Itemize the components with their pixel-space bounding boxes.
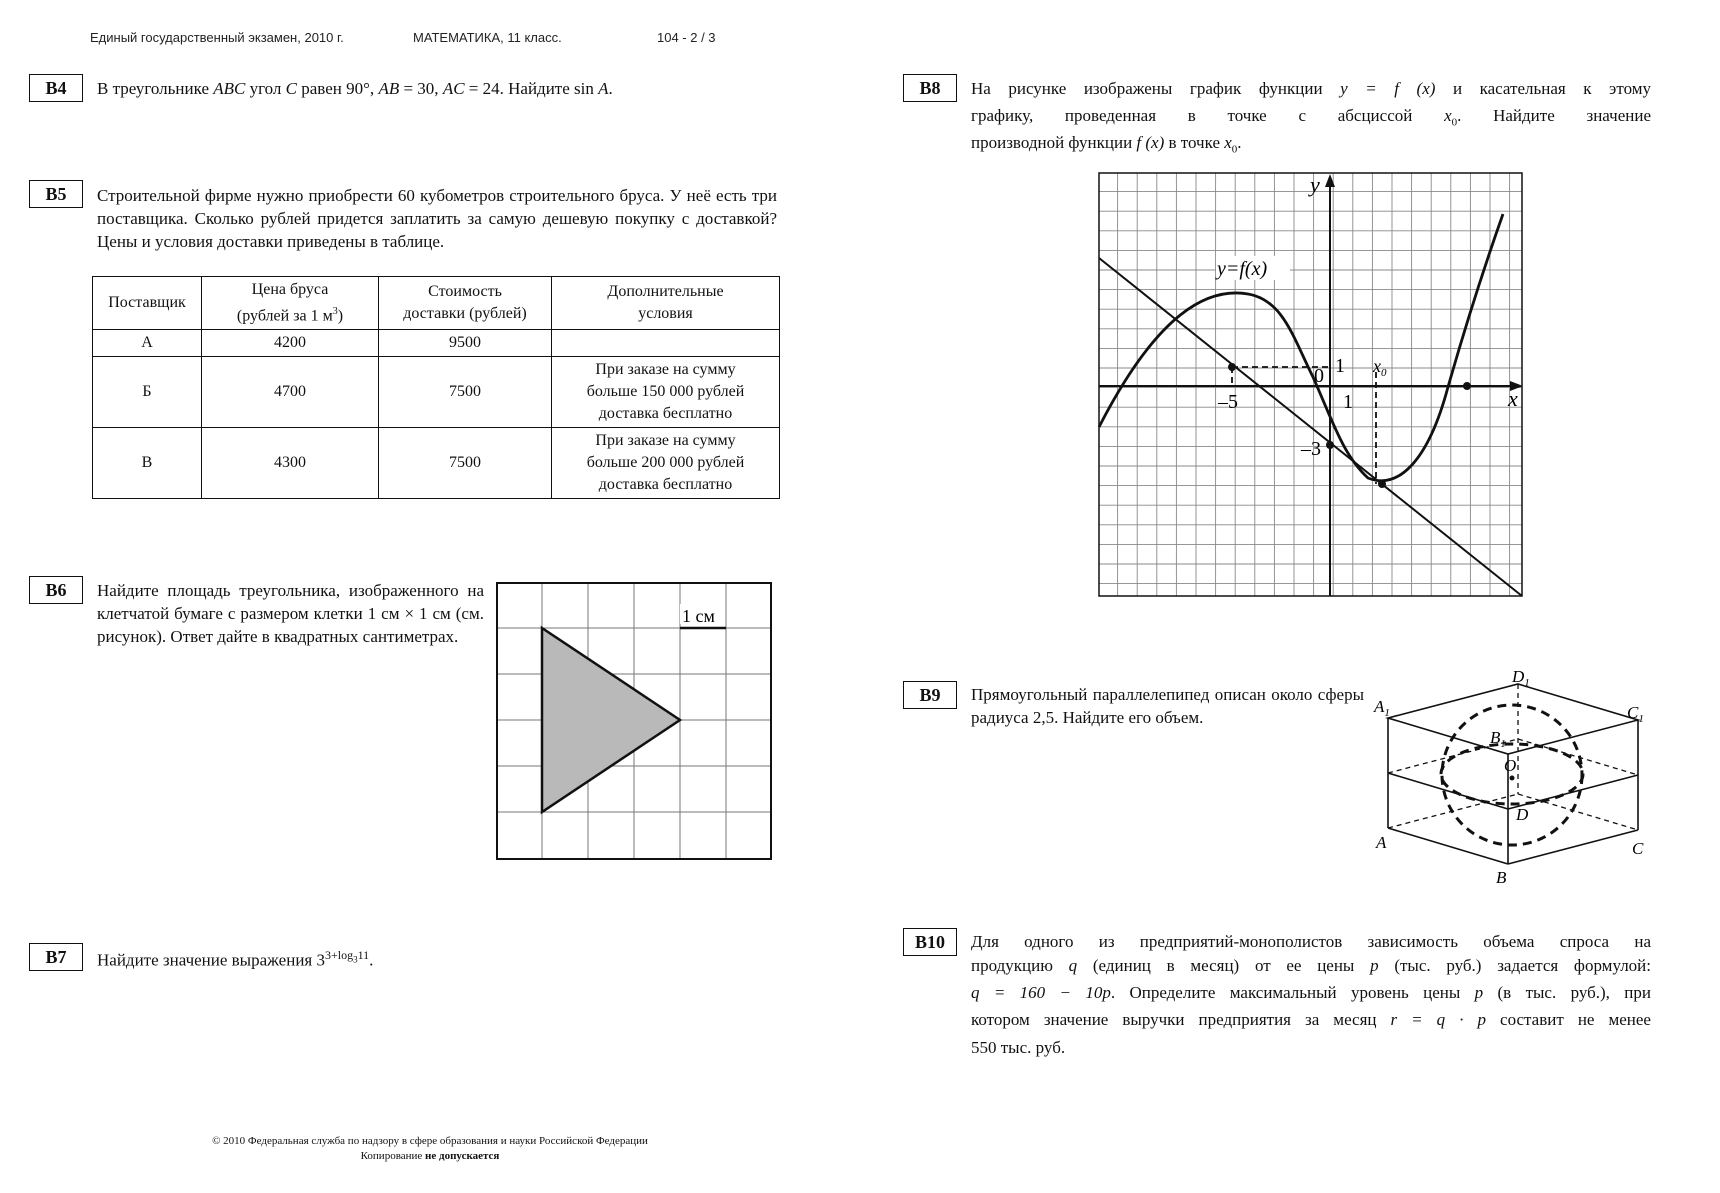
label-b1: $B_1$ <box>1490 728 1506 750</box>
curve-label: y=f(x) <box>1217 258 1268 280</box>
cell-price: 4700 <box>202 357 379 428</box>
shaded-triangle <box>542 628 680 812</box>
cell-extra: При заказе на сумму больше 150 000 рублей доставка бесплатно <box>552 357 780 428</box>
cell-extra <box>552 330 780 357</box>
task-b7-text: Найдите значение выражения $3^{3+log_311}$. <box>97 948 374 970</box>
task-b8-line1: На рисунке изображены график функции y = f (x) и касательная к этому <box>971 79 1651 98</box>
sphere <box>1442 705 1582 845</box>
point-y-minus3 <box>1326 441 1334 449</box>
sphere-center <box>1510 776 1515 781</box>
label-b: B <box>1496 868 1507 887</box>
table-row <box>93 428 780 499</box>
cell-supplier: В <box>93 428 202 499</box>
task-label-b10: B10 <box>903 928 957 956</box>
cell-delivery: 9500 <box>379 330 552 357</box>
cell-extra: При заказе на сумму больше 200 000 рублей доставка бесплатно <box>552 428 780 499</box>
task-label-b7: B7 <box>29 943 83 971</box>
task-b10-line5: 550 тыс. руб. <box>971 1038 1066 1057</box>
x-axis-label: x <box>1508 386 1518 411</box>
task-b10-line1: Для одного из предприятий-монополистов зависимость объема спроса на <box>971 932 1651 951</box>
col-supplier: Поставщик <box>93 277 202 330</box>
label-d1: $D_1$ <box>1512 667 1530 689</box>
label-c1: $C_1$ <box>1627 703 1644 725</box>
suppliers-table <box>92 276 780 499</box>
header-page: 104 - 2 / 3 <box>657 30 716 45</box>
label-c: C <box>1632 839 1644 858</box>
cell-price: 4200 <box>202 330 379 357</box>
task-b5-text: Строительной фирме нужно приобрести 60 кубометров строительного бруса. У неё есть три поставщика. Сколько рублей придется заплатить за самую дешевую покупку с доставкой? Цены и условия доставки приведены в таблице. <box>97 186 777 251</box>
scale-label: 1 см <box>682 606 715 626</box>
table-row <box>93 330 780 357</box>
cell-delivery: 7500 <box>379 428 552 499</box>
label-d: D <box>1516 805 1529 824</box>
y-minus3-label: –3 <box>1301 438 1321 460</box>
header-exam: Единый государственный экзамен, 2010 г. <box>90 30 344 45</box>
cell-price: 4300 <box>202 428 379 499</box>
header-subject: МАТЕМАТИКА, 11 класс. <box>413 30 562 45</box>
task-label-b9: B9 <box>903 681 957 709</box>
origin-label: 0 <box>1314 365 1324 387</box>
task-label-b8: B8 <box>903 74 957 102</box>
task-b9-text: Прямоугольный параллелепипед описан около сферы радиуса 2,5. Найдите его объем. <box>971 685 1364 727</box>
point-tangency <box>1378 480 1386 488</box>
x-one-label: 1 <box>1343 391 1353 413</box>
y-axis-label: y <box>1310 172 1320 197</box>
label-a: A <box>1376 833 1387 852</box>
b6-grid-figure <box>496 582 772 860</box>
footer-copyright: © 2010 Федеральная служба по надзору в сфере образования и науки Российской Федерации <box>212 1135 648 1147</box>
x0-label: $x_0$ <box>1373 356 1387 379</box>
label-o: O <box>1504 756 1517 775</box>
task-b6-text: Найдите площадь треугольника, изображенного на клетчатой бумаге с размером клетки 1 см × 1 см (см. рисунок). Ответ дайте в квадратных сантиметрах. <box>97 581 484 646</box>
col-delivery: Стоимость доставки (рублей) <box>379 277 552 330</box>
footer-copying: Копирование не допускается <box>360 1150 500 1162</box>
col-price: Цена бруса (рублей за 1 $м^3$) <box>202 277 379 330</box>
b9-parallelepiped-figure <box>1374 667 1644 892</box>
b8-function-graph <box>1098 172 1524 598</box>
cell-supplier: Б <box>93 357 202 428</box>
task-label-b5: B5 <box>29 180 83 208</box>
task-b10-line4: котором значение выручки предприятия за месяц r = q · p составит не менее <box>971 1010 1651 1029</box>
task-b8-line3: производной функции f (x) в точке $x_0$. <box>971 133 1242 156</box>
label-a1: $A_1$ <box>1374 697 1390 719</box>
task-b8-line2: графику, проведенная в точке с абсциссой $x_0$. Найдите значение <box>971 106 1651 129</box>
task-b4-text: В треугольнике ABC угол C равен 90°, AB = 30, AC = 24. Найдите sin A. <box>97 79 613 98</box>
cell-delivery: 7500 <box>379 357 552 428</box>
task-b10-line3: q = 160 − 10p. Определите максимальный уровень цены p (в тыс. руб.), при <box>971 983 1651 1002</box>
table-header-row <box>93 277 780 330</box>
point-minus5 <box>1228 363 1236 371</box>
cell-supplier: А <box>93 330 202 357</box>
task-label-b6: B6 <box>29 576 83 604</box>
table-row <box>93 357 780 428</box>
y-one-label: 1 <box>1335 355 1345 377</box>
task-label-b4: B4 <box>29 74 83 102</box>
x-minus5-label: –5 <box>1218 391 1238 413</box>
point-root <box>1463 382 1471 390</box>
col-extra: Дополнительные условия <box>552 277 780 330</box>
task-b10-line2: продукцию q (единиц в месяц) от ее цены p (тыс. руб.) задается формулой: <box>971 956 1651 975</box>
